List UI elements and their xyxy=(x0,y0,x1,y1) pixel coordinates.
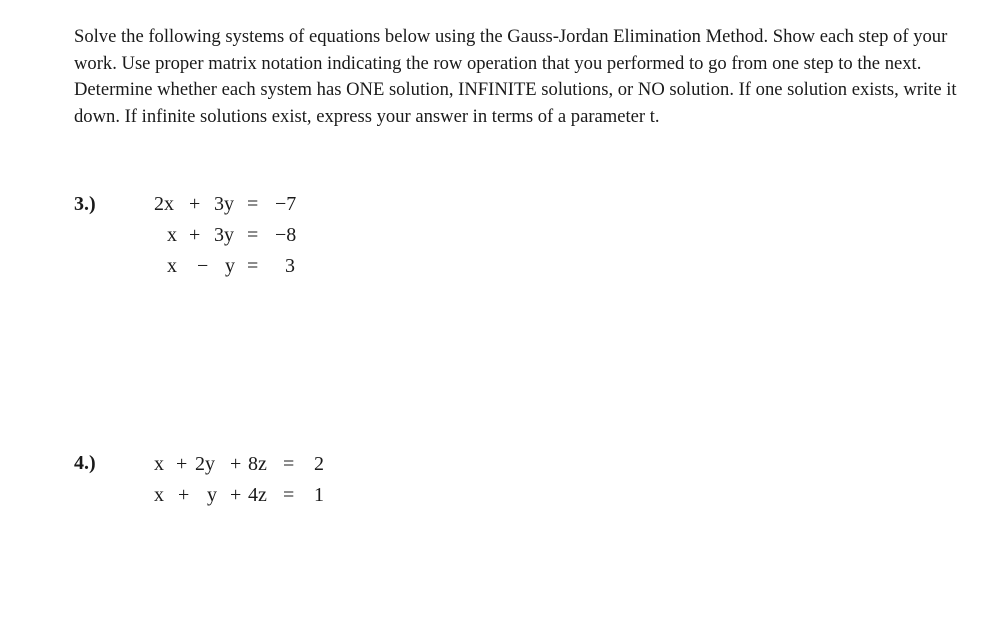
operator: + xyxy=(178,484,190,506)
term-y: 2y xyxy=(195,453,215,475)
term-z: 8z xyxy=(248,453,267,475)
term-x: x xyxy=(154,484,164,506)
rhs-value: −8 xyxy=(275,224,297,246)
rhs-value: 2 xyxy=(314,453,324,475)
equals-sign: = xyxy=(283,484,295,506)
equals-sign: = xyxy=(283,453,295,475)
equation-row xyxy=(150,483,350,514)
operator: + xyxy=(230,453,242,475)
operator: + xyxy=(176,453,188,475)
equals-sign: = xyxy=(247,193,259,215)
instructions-paragraph: Solve the following systems of equations below using the Gauss-Jordan Elimination Method. Show each step of your work. Use proper matrix notation indicating the row operation that you performed to go from one step to the next. Determine whether each system has ONE solution, INFINITE solutions, or NO solution. If one solution exists, write it down. If infinite solutions exist, express your answer in terms of a parameter t. xyxy=(74,26,957,127)
term-y: y xyxy=(225,255,235,277)
term-y: y xyxy=(207,484,217,506)
term-z: 4z xyxy=(248,484,267,506)
problem-4-system xyxy=(150,452,350,514)
term-y: 3y xyxy=(214,193,234,215)
term-x: 2x xyxy=(154,193,174,215)
term-x: x xyxy=(154,453,164,475)
equation-row xyxy=(150,254,320,285)
equation-row xyxy=(150,192,320,223)
rhs-value: 1 xyxy=(314,484,324,506)
operator: + xyxy=(189,224,201,246)
problem-4-number: 4.) xyxy=(74,452,96,474)
equation-row xyxy=(150,452,350,483)
operator: − xyxy=(197,255,209,277)
equals-sign: = xyxy=(247,255,259,277)
operator: + xyxy=(230,484,242,506)
term-x: x xyxy=(167,255,177,277)
term-y: 3y xyxy=(214,224,234,246)
rhs-value: −7 xyxy=(275,193,297,215)
rhs-value: 3 xyxy=(285,255,295,277)
problem-3-number: 3.) xyxy=(74,193,96,215)
equals-sign: = xyxy=(247,224,259,246)
problem-3-system xyxy=(150,192,320,285)
operator: + xyxy=(189,193,201,215)
equation-row xyxy=(150,223,320,254)
term-x: x xyxy=(167,224,177,246)
